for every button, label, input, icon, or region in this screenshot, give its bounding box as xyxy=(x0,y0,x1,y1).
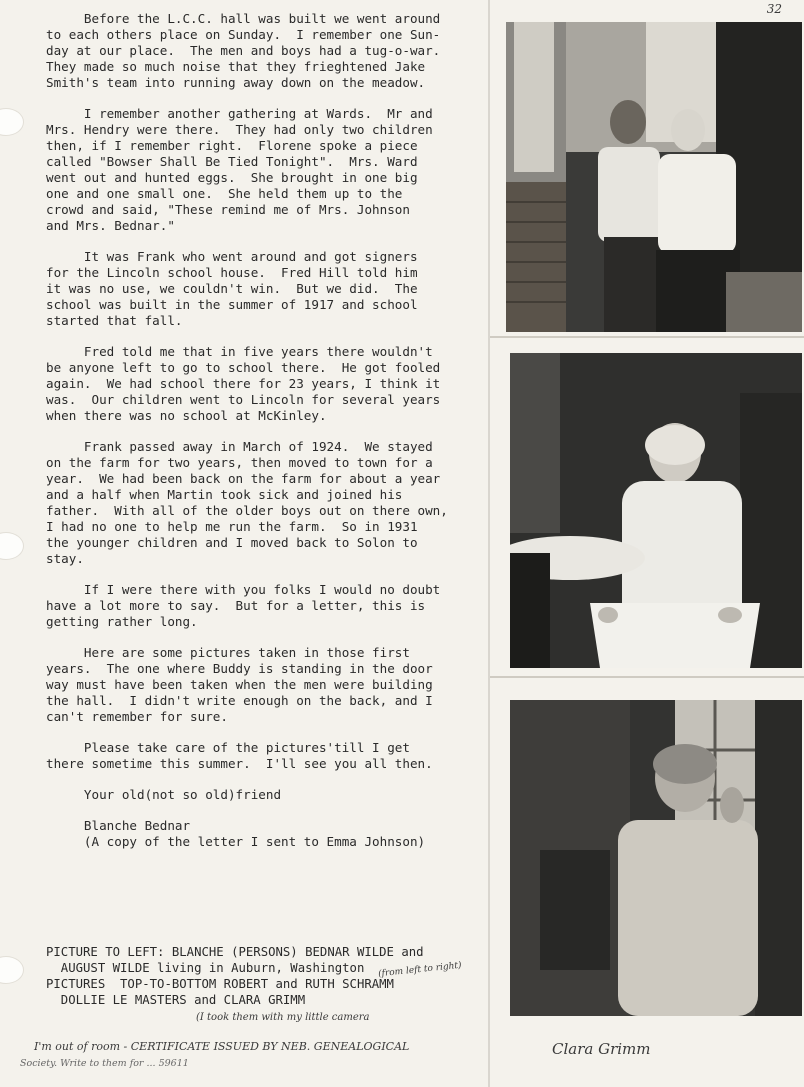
letter-line: then, if I remember right. Florene spoke a piece xyxy=(46,138,418,153)
caption-line: PICTURE TO LEFT: BLANCHE (PERSONS) BEDNAR WILDE and xyxy=(46,945,424,959)
letter-line: crowd and said, "These remind me of Mrs. Johnson xyxy=(46,202,410,217)
photo-woman-at-table xyxy=(510,353,802,668)
handwritten-photo-name: Clara Grimm xyxy=(552,1040,651,1058)
letter-line: If I were there with you folks I would no doubt xyxy=(46,582,441,597)
letter-line: Smith's team into running away down on the meadow. xyxy=(46,75,426,90)
photo-divider xyxy=(490,336,804,338)
handwritten-society-note: Society. Write to them for ... 59611 xyxy=(20,1058,189,1069)
letter-line: way must have been taken when the men were building xyxy=(46,677,433,692)
letter-line: have a lot more to say. But for a letter, this is xyxy=(46,598,426,613)
letter-line: again. We had school there for 23 years, I think it xyxy=(46,376,441,391)
letter-line: and a half when Martin took sick and joined his xyxy=(46,487,403,502)
letter-line: I remember another gathering at Wards. Mr and xyxy=(46,106,433,121)
letter-paragraph xyxy=(46,249,484,329)
handwritten-camera-note: (I took them with my little camera xyxy=(196,1012,370,1023)
letter-paragraph xyxy=(46,439,484,567)
letter-line: Mrs. Hendry were there. They had only two children xyxy=(46,122,433,137)
letter-line: Blanche Bednar xyxy=(46,818,191,833)
letter-line: and Mrs. Bednar." xyxy=(46,218,175,233)
handwritten-from-note: (from left to right) xyxy=(377,960,463,980)
photo-woman-by-window xyxy=(510,700,802,1016)
page-fold-line xyxy=(488,0,490,1087)
letter-line: (A copy of the letter I sent to Emma Johnson) xyxy=(46,834,426,849)
letter-line: there sometime this summer. I'll see you all then. xyxy=(46,756,433,771)
letter-line: it was no use, we couldn't win. But we did. The xyxy=(46,281,418,296)
letter-line: went out and hunted eggs. She brought in one big xyxy=(46,170,418,185)
letter-line: They made so much noise that they frieghtened Jake xyxy=(46,59,426,74)
letter-line: Please take care of the pictures'till I get xyxy=(46,740,410,755)
letter-line: school was built in the summer of 1917 and school xyxy=(46,297,418,312)
letter-line: can't remember for sure. xyxy=(46,709,228,724)
letter-line: Your old(not so old)friend xyxy=(46,787,282,802)
letter-line: on the farm for two years, then moved to town for a xyxy=(46,455,433,470)
letter-paragraph xyxy=(46,787,484,803)
letter-paragraph xyxy=(46,818,484,850)
letter-line: father. With all of the older boys out on there own, xyxy=(46,503,448,518)
punch-hole xyxy=(0,108,24,136)
letter-paragraph xyxy=(46,11,484,91)
letter-paragraph xyxy=(46,645,484,725)
letter-line: one and one small one. She held them up to the xyxy=(46,186,403,201)
caption-line: DOLLIE LE MASTERS and CLARA GRIMM xyxy=(46,993,306,1007)
letter-line: Fred told me that in five years there wouldn't xyxy=(46,344,433,359)
letter-line: Here are some pictures taken in those first xyxy=(46,645,410,660)
letter-line: getting rather long. xyxy=(46,614,198,629)
letter-line: called "Bowser Shall Be Tied Tonight". Mrs. Ward xyxy=(46,154,418,169)
punch-hole xyxy=(0,532,24,560)
letter-line: for the Lincoln school house. Fred Hill told him xyxy=(46,265,418,280)
letter-line: stay. xyxy=(46,551,84,566)
letter-line: day at our place. The men and boys had a tug-o-war. xyxy=(46,43,441,58)
photo-caption xyxy=(46,944,486,1008)
page-number: 32 xyxy=(766,2,782,16)
letter-line: I had no one to help me run the farm. So in 1931 xyxy=(46,519,418,534)
letter-line: when there was no school at McKinley. xyxy=(46,408,327,423)
letter-paragraph xyxy=(46,582,484,630)
punch-hole xyxy=(0,956,24,984)
letter-line: Frank passed away in March of 1924. We stayed xyxy=(46,439,433,454)
letter-line: the younger children and I moved back to Solon to xyxy=(46,535,418,550)
letter-line: years. The one where Buddy is standing in the door xyxy=(46,661,433,676)
letter-paragraph xyxy=(46,344,484,424)
letter-line: was. Our children went to Lincoln for several years xyxy=(46,392,441,407)
caption-line: AUGUST WILDE living in Auburn, Washington xyxy=(46,961,365,975)
letter-line: to each others place on Sunday. I remember one Sun- xyxy=(46,27,441,42)
letter-line: Before the L.C.C. hall was built we went around xyxy=(46,11,441,26)
letter-line: It was Frank who went around and got signers xyxy=(46,249,418,264)
letter-paragraph xyxy=(46,740,484,772)
caption-line: PICTURES TOP-TO-BOTTOM ROBERT and RUTH SCHRAMM xyxy=(46,977,394,991)
letter-paragraph xyxy=(46,106,484,234)
letter-body xyxy=(46,11,484,865)
letter-line: the hall. I didn't write enough on the back, and I xyxy=(46,693,433,708)
photo-couple-on-porch xyxy=(506,22,802,332)
letter-line: started that fall. xyxy=(46,313,183,328)
photo-divider xyxy=(490,676,804,678)
letter-line: be anyone left to go to school there. He got fooled xyxy=(46,360,441,375)
letter-line: year. We had been back on the farm for about a year xyxy=(46,471,441,486)
handwritten-room-note: I'm out of room - CERTIFICATE ISSUED BY NEB. GENEALOGICAL xyxy=(34,1040,410,1053)
